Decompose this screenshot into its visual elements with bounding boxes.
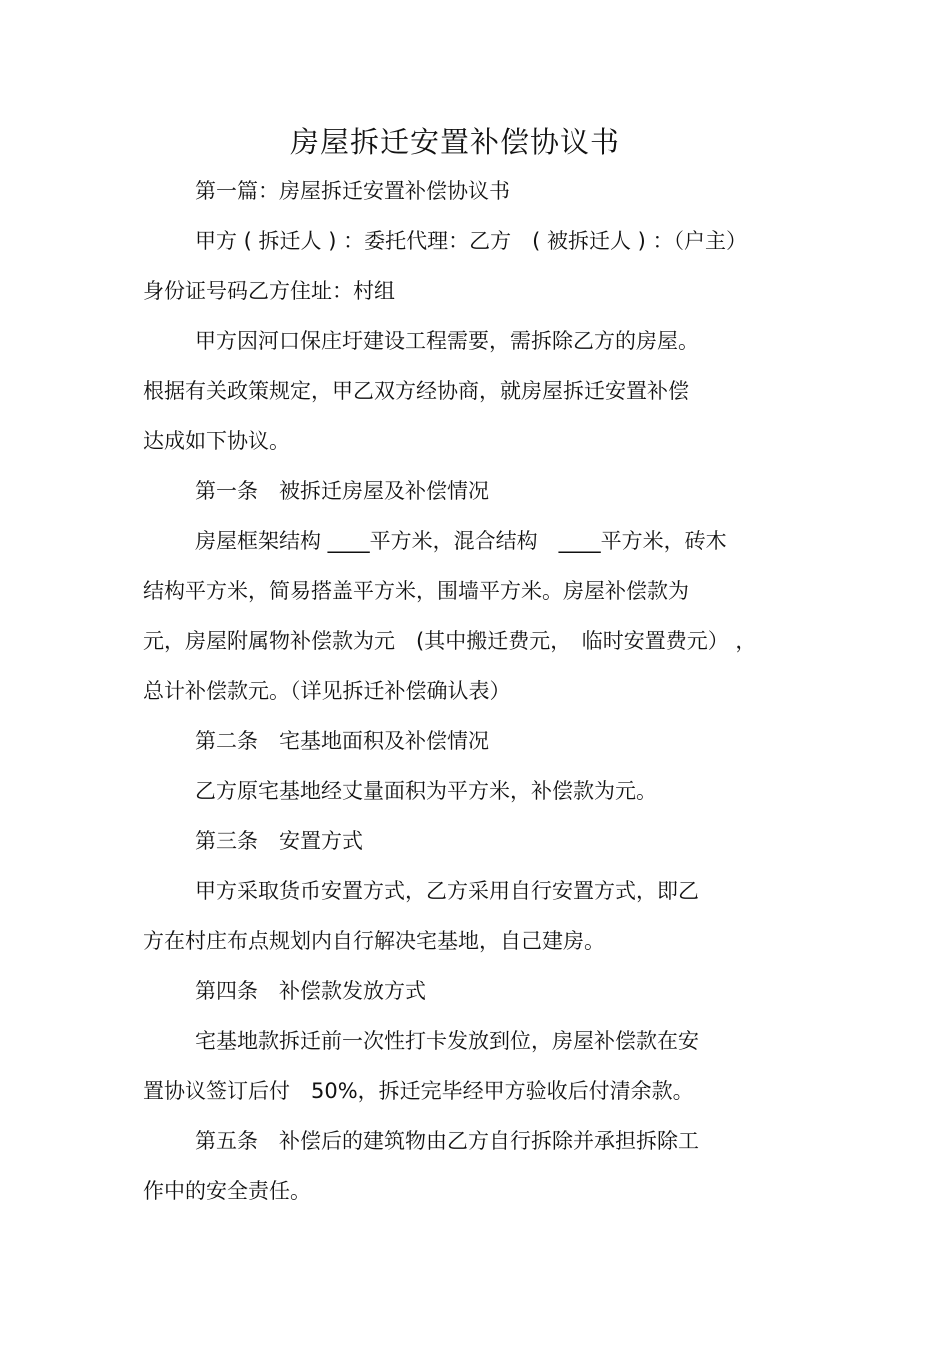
paragraph-line: 甲方采取货币安置方式，乙方采用自行安置方式，即乙	[195, 879, 699, 903]
paragraph-line: 元，房屋附属物补偿款为元 (其中搬迁费元， 临时安置费元） ，	[143, 629, 757, 653]
article-heading-1: 第一条 被拆迁房屋及补偿情况	[195, 479, 489, 503]
paragraph-line: 方在村庄布点规划内自行解决宅基地，自己建房。	[143, 929, 605, 953]
party-line: 甲方 ( 拆迁人 ) ：委托代理：乙方 ( 被拆迁人 ) ：（户主）	[195, 229, 747, 253]
article-heading-4: 第四条 补偿款发放方式	[195, 979, 426, 1003]
paragraph-line: 总计补偿款元。（详见拆迁补偿确认表）	[143, 679, 511, 703]
section-heading-part-one: 第一篇：房屋拆迁安置补偿协议书	[195, 179, 510, 203]
paragraph-line: 作中的安全责任。	[143, 1179, 311, 1203]
article-heading-2: 第二条 宅基地面积及补偿情况	[195, 729, 489, 753]
id-address-line: 身份证号码乙方住址：村组	[143, 279, 395, 303]
paragraph-line: 结构平方米，简易搭盖平方米，围墙平方米。房屋补偿款为	[143, 579, 689, 603]
paragraph-line: 房屋框架结构 ____平方米，混合结构 ____平方米，砖木	[195, 529, 727, 553]
article-heading-3: 第三条 安置方式	[195, 829, 363, 853]
paragraph-line: 根据有关政策规定，甲乙双方经协商，就房屋拆迁安置补偿	[143, 379, 689, 403]
paragraph-line: 甲方因河口保庄圩建设工程需要，需拆除乙方的房屋。	[195, 329, 699, 353]
document-title: 房屋拆迁安置补偿协议书	[289, 125, 620, 159]
paragraph-line: 置协议签订后付 50%，拆迁完毕经甲方验收后付清余款。	[143, 1079, 694, 1103]
paragraph-line: 乙方原宅基地经丈量面积为平方米，补偿款为元。	[195, 779, 657, 803]
article-heading-5: 第五条 补偿后的建筑物由乙方自行拆除并承担拆除工	[195, 1129, 699, 1153]
paragraph-line: 宅基地款拆迁前一次性打卡发放到位，房屋补偿款在安	[195, 1029, 699, 1053]
paragraph-line: 达成如下协议。	[143, 429, 290, 453]
